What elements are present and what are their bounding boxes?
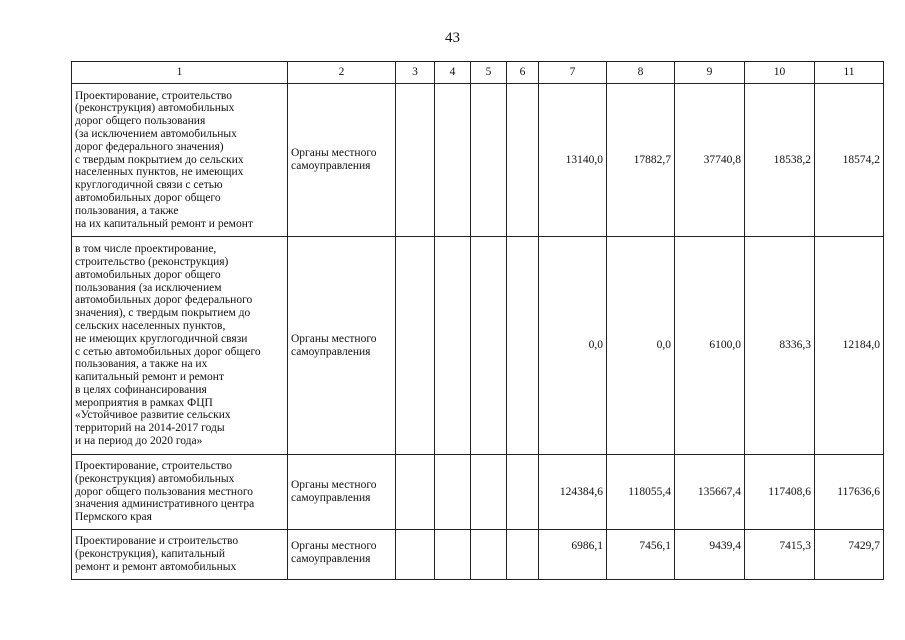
row-executor: Органы местного самоуправления bbox=[288, 530, 396, 580]
table-cell bbox=[396, 237, 435, 455]
header-row bbox=[72, 62, 884, 84]
table-row bbox=[72, 455, 884, 530]
table-cell bbox=[396, 84, 435, 237]
table-cell bbox=[471, 237, 507, 455]
table-cell-value: 0,0 bbox=[539, 237, 607, 455]
table-cell-value: 135667,4 bbox=[675, 455, 745, 530]
table-cell-value: 7429,7 bbox=[815, 530, 884, 580]
row-description: Проектирование и строительство (реконструкция), капитальный ремонт и ремонт автомобильных bbox=[72, 530, 288, 580]
row-description: в том числе проектирование, строительство (реконструкция) автомобильных дорог общего пользования (за исключением автомобильных дорог федерального значения), с твердым покрытием до сельских населенных пунктов, не имеющих круглогодичной связи с сетью автомобильных дорог общего пользования, а также на их капитальный ремонт и ремонт в целях софинансирования мероприятия в рамках ФЦП «Устойчивое развитие сельских территорий на 2014-2017 годы и на период до 2020 года» bbox=[72, 237, 288, 455]
table-cell bbox=[471, 84, 507, 237]
row-description: Проектирование, строительство (реконструкция) автомобильных дорог общего пользования (за исключением автомобильных дорог федерального значения) с твердым покрытием до сельских населенных пунктов, не имеющих круглогодичной связи с сетью автомобильных дорог общего пользования, а также на их капитальный ремонт и ремонт bbox=[72, 84, 288, 237]
row-description: Проектирование, строительство (реконструкция) автомобильных дорог общего пользования местного значения административного центра Пермского края bbox=[72, 455, 288, 530]
table-cell-value: 37740,8 bbox=[675, 84, 745, 237]
column-header: 5 bbox=[471, 62, 507, 84]
table-cell-value: 18574,2 bbox=[815, 84, 884, 237]
table-cell-value: 117636,6 bbox=[815, 455, 884, 530]
table-cell-value: 13140,0 bbox=[539, 84, 607, 237]
table-cell-value: 118055,4 bbox=[607, 455, 675, 530]
column-header: 10 bbox=[745, 62, 815, 84]
page-number: 43 bbox=[445, 30, 460, 46]
table-row bbox=[72, 84, 884, 237]
column-header: 2 bbox=[288, 62, 396, 84]
column-header: 6 bbox=[507, 62, 539, 84]
table-cell-value: 117408,6 bbox=[745, 455, 815, 530]
row-executor: Органы местного самоуправления bbox=[288, 84, 396, 237]
table-cell-value: 12184,0 bbox=[815, 237, 884, 455]
table-cell-value: 6100,0 bbox=[675, 237, 745, 455]
budget-table bbox=[71, 61, 884, 580]
table-cell bbox=[507, 237, 539, 455]
table-cell bbox=[507, 455, 539, 530]
table-cell bbox=[507, 84, 539, 237]
table-cell-value: 6986,1 bbox=[539, 530, 607, 580]
table-cell bbox=[396, 455, 435, 530]
table-cell bbox=[435, 455, 471, 530]
column-header: 7 bbox=[539, 62, 607, 84]
table-cell-value: 124384,6 bbox=[539, 455, 607, 530]
table-cell-value: 9439,4 bbox=[675, 530, 745, 580]
table-row bbox=[72, 530, 884, 580]
table-cell-value: 0,0 bbox=[607, 237, 675, 455]
column-header: 4 bbox=[435, 62, 471, 84]
table-row bbox=[72, 237, 884, 455]
table-cell bbox=[435, 84, 471, 237]
table-cell-value: 8336,3 bbox=[745, 237, 815, 455]
table-cell bbox=[435, 237, 471, 455]
table-cell-value: 7415,3 bbox=[745, 530, 815, 580]
table-cell-value: 7456,1 bbox=[607, 530, 675, 580]
table-cell bbox=[507, 530, 539, 580]
table-cell bbox=[471, 530, 507, 580]
row-executor: Органы местного самоуправления bbox=[288, 455, 396, 530]
table-cell bbox=[435, 530, 471, 580]
column-header: 11 bbox=[815, 62, 884, 84]
column-header: 1 bbox=[72, 62, 288, 84]
row-executor: Органы местного самоуправления bbox=[288, 237, 396, 455]
column-header: 3 bbox=[396, 62, 435, 84]
column-header: 9 bbox=[675, 62, 745, 84]
table-cell-value: 18538,2 bbox=[745, 84, 815, 237]
table-cell bbox=[471, 455, 507, 530]
column-header: 8 bbox=[607, 62, 675, 84]
table-cell bbox=[396, 530, 435, 580]
table-cell-value: 17882,7 bbox=[607, 84, 675, 237]
